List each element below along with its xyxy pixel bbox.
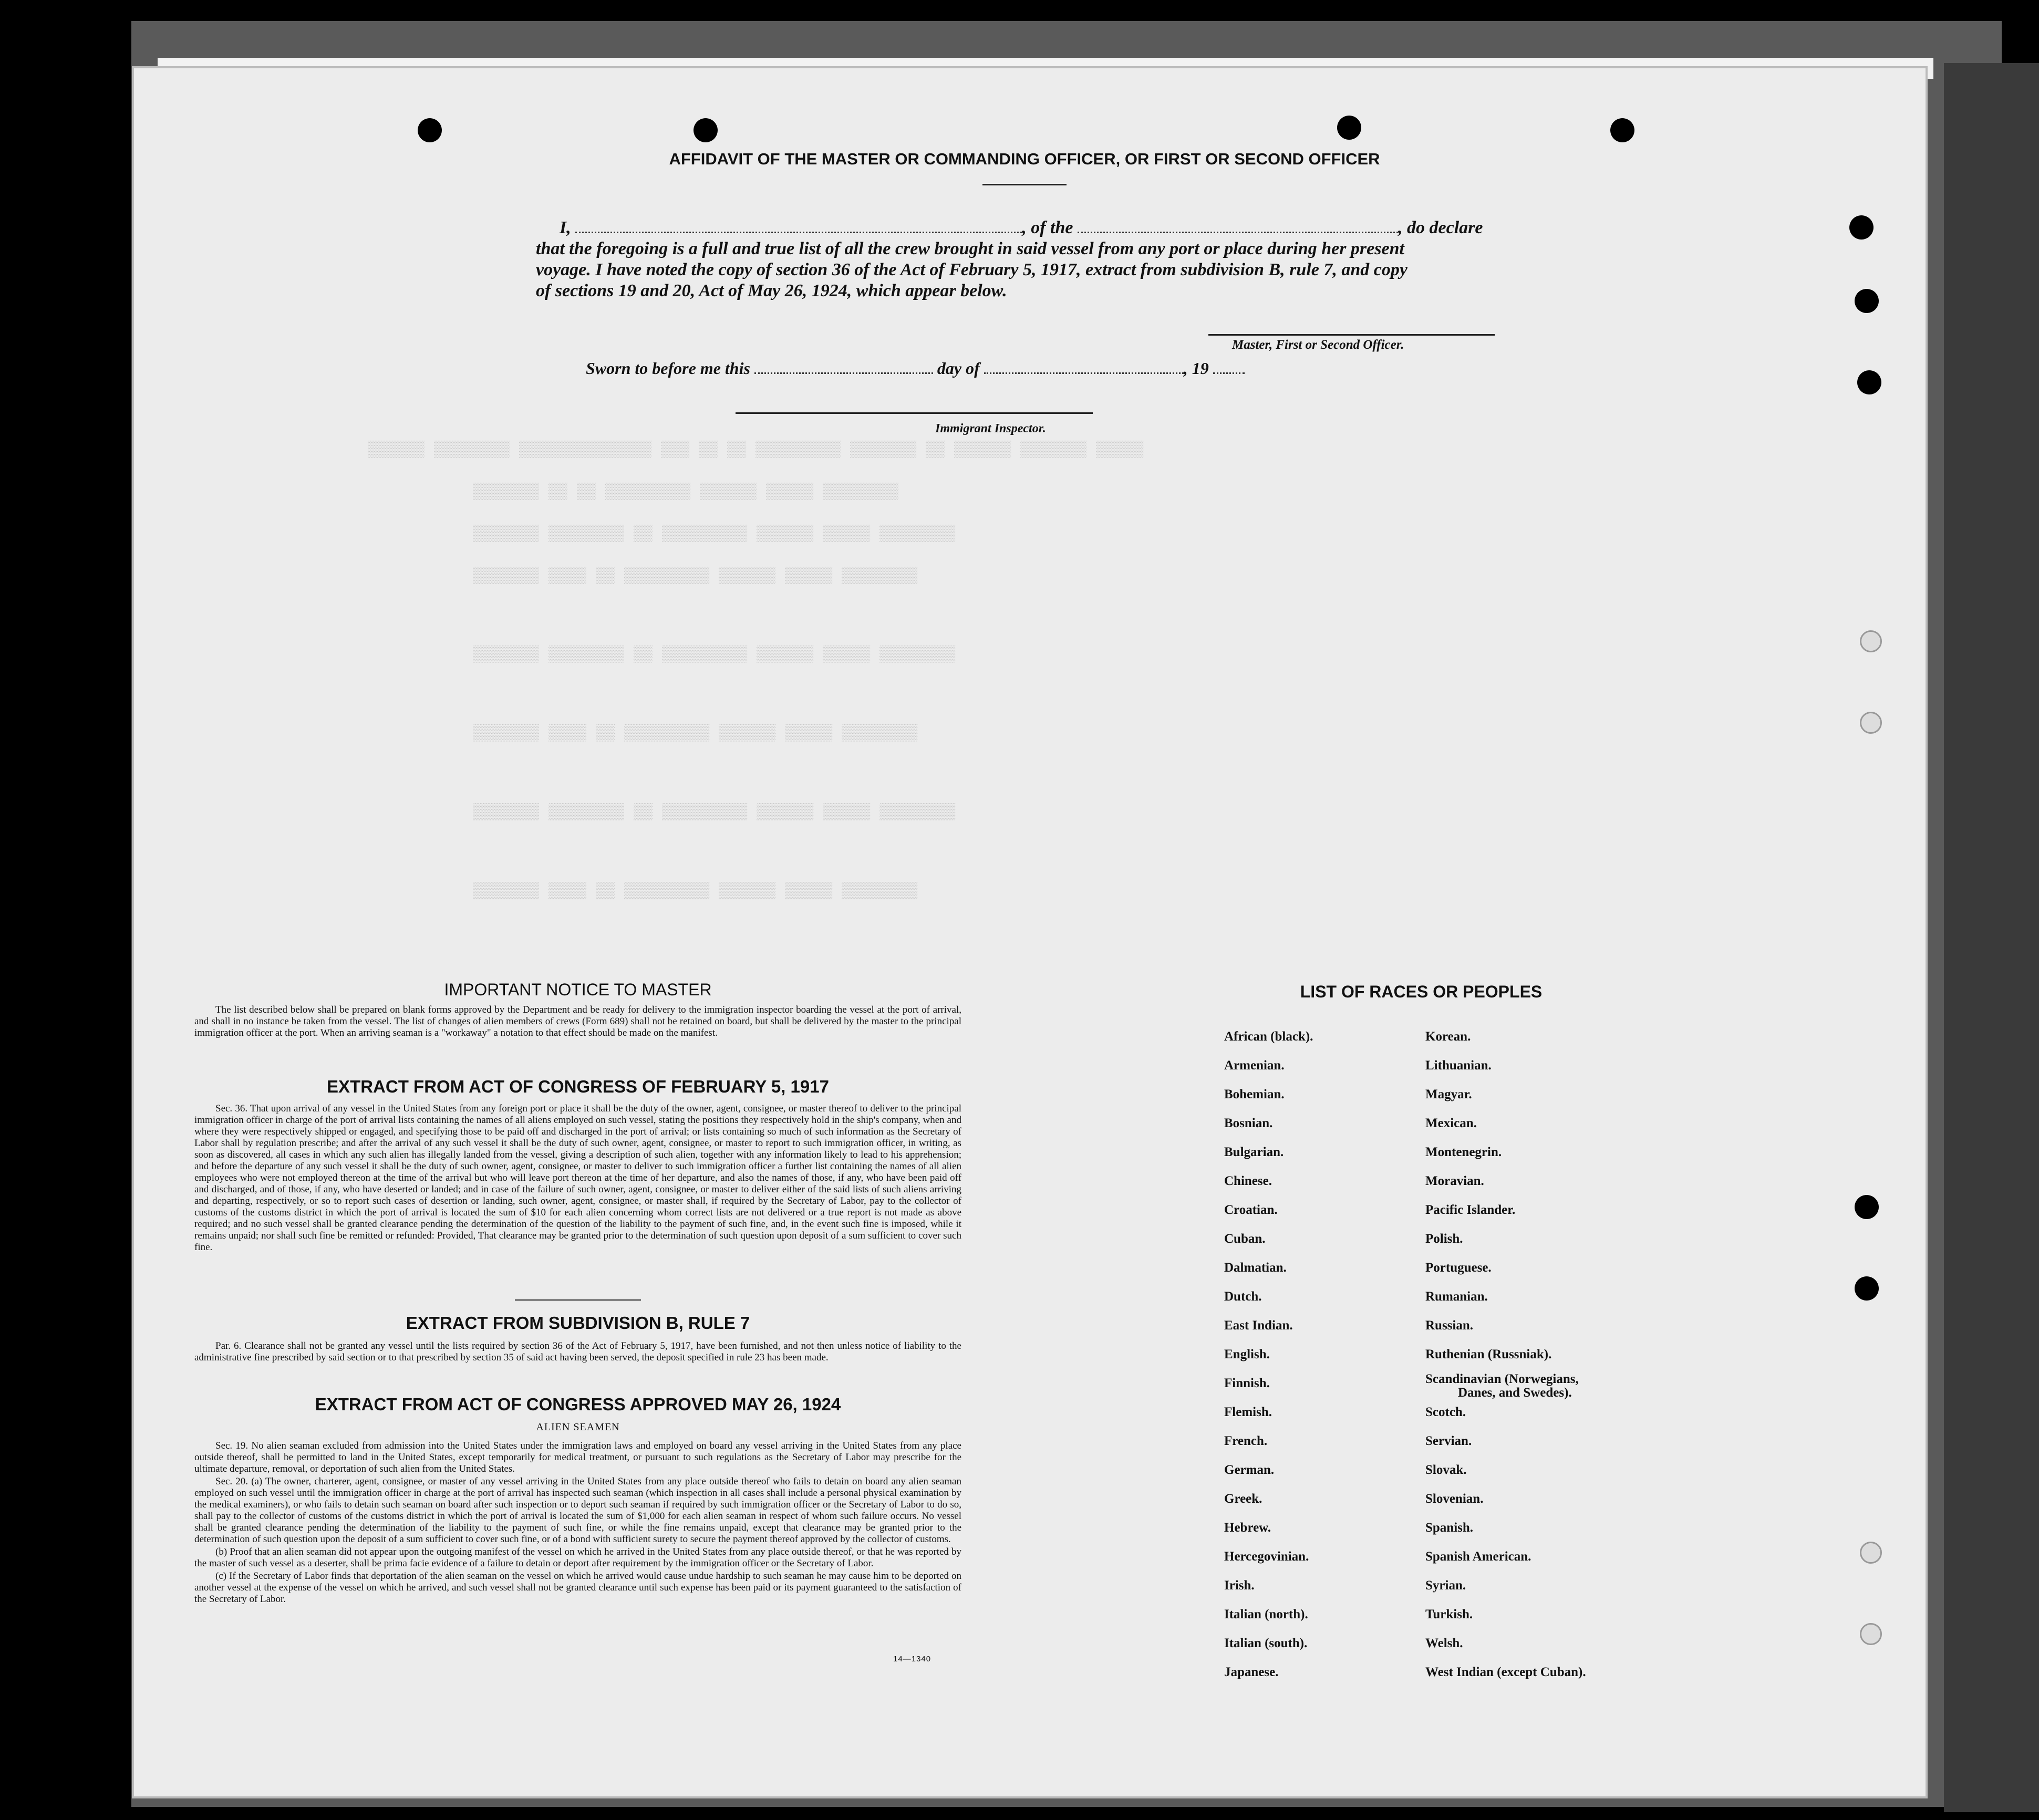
race-item: Armenian. xyxy=(1224,1058,1285,1073)
race-item: Flemish. xyxy=(1224,1405,1272,1419)
declaration-i: I, xyxy=(560,218,571,237)
notice-paragraph: The list described below shall be prepared on blank forms approved by the Department and be ready for delivery to the immigration inspector boarding the vessel at the port of arrival, and shall in no instance be taken from the vessel. The list of changes of alien members of crews (Form 689) shall not be retained on board, but shall be delivered by the master to the principal immigration officer at the port. When an arriving seaman is a "workaway" a notation to that effect should be made on the manifest. xyxy=(194,1004,961,1038)
bleed-through-row: ▒▒▒▒▒▒▒ ▒▒▒▒▒▒▒▒ ▒▒ ▒▒▒▒▒▒▒▒▒ ▒▒▒▒▒▒ ▒▒▒▒▒ ▒▒▒▒▒▒▒▒ xyxy=(473,525,956,543)
declaration-line-2: that the foregoing is a full and true list of all the crew brought in said vessel from any port or place during her present xyxy=(536,239,1404,258)
form-number: 14—1340 xyxy=(893,1655,931,1663)
par-6-paragraph: Par. 6. Clearance shall not be granted any vessel until the lists required by section 36 of the Act of February 5, 1917, have been furnished, and not then unless notice of liability to the administrative fine prescribed by said section or to that prescribed by section 35 of said act having been served, the deposit specified in rule 23 has been made. xyxy=(194,1340,961,1363)
race-item: Italian (south). xyxy=(1224,1636,1308,1650)
sec-19-paragraph: Sec. 19. No alien seaman excluded from admission into the United States under the immigration laws and employed on board any vessel arriving in the United States from any place outside thereof, shall be permitted to land in the United States, except temporarily for medical treatment, or pursuant to such regulations as the Secretary of Labor may prescribe for the ultimate departure, removal, or deportation of such alien from the United States. xyxy=(194,1440,961,1474)
race-item: Cuban. xyxy=(1224,1232,1266,1246)
race-item: Bohemian. xyxy=(1224,1087,1285,1101)
race-item: Rumanian. xyxy=(1425,1289,1488,1304)
punch-hole xyxy=(42,1376,66,1400)
master-signature-line xyxy=(1208,334,1495,336)
vessel-blank xyxy=(1078,218,1398,233)
reinforcement-ring xyxy=(1860,1542,1882,1564)
master-label: Master, First or Second Officer. xyxy=(1232,338,1404,352)
title-underline xyxy=(982,184,1067,185)
declaration-of-the: , of the xyxy=(1022,218,1073,237)
race-item: Finnish. xyxy=(1224,1376,1270,1390)
race-item: English. xyxy=(1224,1347,1270,1361)
sworn-text: Sworn to before me this xyxy=(586,359,750,378)
subdivision-b-text xyxy=(194,1340,961,1365)
name-blank xyxy=(575,218,1022,233)
extract-1917-text xyxy=(194,1103,961,1254)
race-item: Hercegovinian. xyxy=(1224,1549,1309,1564)
race-item: Servian. xyxy=(1425,1434,1472,1448)
bleed-through-row: ▒▒▒▒▒▒▒ ▒▒▒▒▒▒▒▒ ▒▒ ▒▒▒▒▒▒▒▒▒ ▒▒▒▒▒▒ ▒▒▒▒▒ ▒▒▒▒▒▒▒▒ xyxy=(473,804,956,821)
bleed-through-row: ▒▒▒▒▒▒▒ ▒▒▒▒▒▒▒▒ ▒▒ ▒▒▒▒▒▒▒▒▒ ▒▒▒▒▒▒ ▒▒▒▒▒ ▒▒▒▒▒▒▒▒ xyxy=(473,646,956,664)
day-of-text: day of xyxy=(937,359,980,378)
extract-1924-title: EXTRACT FROM ACT OF CONGRESS APPROVED MAY 26, 1924 xyxy=(315,1395,841,1414)
race-item: French. xyxy=(1224,1434,1268,1448)
sworn-line xyxy=(586,359,1245,378)
notice-text xyxy=(194,1004,961,1040)
race-item: Mexican. xyxy=(1425,1116,1477,1130)
punch-hole xyxy=(1610,118,1634,142)
race-item: West Indian (except Cuban). xyxy=(1425,1665,1586,1679)
punch-hole xyxy=(1855,1195,1879,1219)
race-item: Bulgarian. xyxy=(1224,1145,1284,1159)
punch-hole xyxy=(42,777,66,802)
background-right-edge xyxy=(1944,63,2039,1812)
declaration-line-3: voyage. I have noted the copy of section 36 of the Act of February 5, 1917, extract from subdivision B, rule 7, and copy xyxy=(536,260,1407,279)
race-item: Japanese. xyxy=(1224,1665,1279,1679)
race-item: Slovenian. xyxy=(1425,1492,1484,1506)
race-item: Lithuanian. xyxy=(1425,1058,1492,1073)
race-item: Polish. xyxy=(1425,1232,1463,1246)
punch-hole xyxy=(1337,116,1361,140)
year-blank xyxy=(1213,359,1245,374)
race-item: Scotch. xyxy=(1425,1405,1466,1419)
notice-title: IMPORTANT NOTICE TO MASTER xyxy=(444,980,712,999)
year-prefix: , 19 xyxy=(1183,359,1209,378)
race-item: Montenegrin. xyxy=(1425,1145,1502,1159)
race-item: Pacific Islander. xyxy=(1425,1203,1516,1217)
race-item: Chinese. xyxy=(1224,1174,1272,1188)
race-item: Hebrew. xyxy=(1224,1521,1271,1535)
sworn-day-blank xyxy=(754,359,933,374)
race-item: Bosnian. xyxy=(1224,1116,1273,1130)
bleed-through-row: ▒▒▒▒▒▒▒ ▒▒▒▒ ▒▒ ▒▒▒▒▒▒▒▒▒ ▒▒▒▒▒▒ ▒▒▒▒▒ ▒▒▒▒▒▒▒▒ xyxy=(473,725,918,743)
race-item: Magyar. xyxy=(1425,1087,1472,1101)
extract-1924-text xyxy=(194,1440,961,1606)
month-blank xyxy=(984,359,1184,374)
declaration-do-declare: , do declare xyxy=(1398,218,1483,237)
inspector-label: Immigrant Inspector. xyxy=(935,422,1046,435)
punch-hole xyxy=(1855,289,1879,313)
race-item: German. xyxy=(1224,1463,1275,1477)
subdivision-b-title: EXTRACT FROM SUBDIVISION B, RULE 7 xyxy=(406,1313,750,1333)
inspector-signature-line xyxy=(736,412,1093,414)
race-item: Spanish. xyxy=(1425,1521,1474,1535)
race-item-continuation: Danes, and Swedes). xyxy=(1458,1386,1572,1400)
race-item: Syrian. xyxy=(1425,1578,1466,1593)
races-title: LIST OF RACES OR PEOPLES xyxy=(1300,982,1543,1001)
reinforcement-ring xyxy=(1860,712,1882,734)
reinforcement-ring xyxy=(1860,1623,1882,1645)
race-item: Turkish. xyxy=(1425,1607,1473,1621)
sec-20a-paragraph: Sec. 20. (a) The owner, charterer, agent, consignee, or master of any vessel arriving in the United States from any place outside thereof who fails to detain on board any alien seaman employed on such vessel until the immigration officer in charge at the port of arrival has inspected such seaman (which inspection in all cases shall include a personal physical examination by the medical examiners), or who fails to detain such seaman on board after such inspection or to deport such seaman if required by such immigration officer or the Secretary of Labor to do so, shall pay to the collector of customs of the customs district in which the port of arrival is located the sum of $1,000 for each alien seaman in respect of whom such failure occurs. No vessel shall be granted clearance pending the determination of the liability to the payment of such fine, or while the fine remains unpaid, except that clearance may be granted prior to the determination of such question upon the deposit of a sum sufficient to cover such fine, or of a bond with sufficient surety to secure the payment thereof approved by the collector of customs. xyxy=(194,1476,961,1545)
race-item: Ruthenian (Russniak). xyxy=(1425,1347,1552,1361)
alien-seamen-heading: ALIEN SEAMEN xyxy=(536,1421,620,1433)
bleed-through-row: ▒▒▒▒▒▒▒ ▒▒ ▒▒ ▒▒▒▒▒▒▒▒▒ ▒▒▒▒▒▒ ▒▒▒▒▒ ▒▒▒▒▒▒▒▒ xyxy=(473,483,899,501)
punch-hole xyxy=(694,118,718,142)
race-item: Irish. xyxy=(1224,1578,1255,1593)
race-item: East Indian. xyxy=(1224,1318,1293,1333)
bleed-through-row: ▒▒▒▒▒▒ ▒▒▒▒▒▒▒▒ ▒▒▒▒▒▒▒▒▒▒▒▒▒▒ ▒▒▒ ▒▒ ▒▒ ▒▒▒▒▒▒▒▒▒ ▒▒▒▒▒▒▒ ▒▒ ▒▒▒▒▒▒ ▒▒▒▒▒▒▒ ▒▒▒▒▒ xyxy=(368,441,1144,459)
sec-20b-paragraph: (b) Proof that an alien seaman did not appear upon the outgoing manifest of the vessel on which he arrived in the United States from any place outside thereof, or that he was reported by the master of such vessel as a deserter, shall be prima facie evidence of a failure to detain or deport after requirement by the immigration officer or the Secretary of Labor. xyxy=(194,1546,961,1569)
race-item: Russian. xyxy=(1425,1318,1474,1333)
race-item: Italian (north). xyxy=(1224,1607,1308,1621)
race-item: Croatian. xyxy=(1224,1203,1278,1217)
race-item: Dutch. xyxy=(1224,1289,1262,1304)
reinforcement-ring xyxy=(1860,630,1882,652)
declaration-line-1 xyxy=(560,218,1483,238)
punch-hole xyxy=(1855,1276,1879,1301)
race-item: Spanish American. xyxy=(1425,1549,1531,1564)
section-divider xyxy=(515,1299,641,1301)
race-item: Portuguese. xyxy=(1425,1261,1492,1275)
punch-hole xyxy=(418,118,442,142)
bleed-through-row: ▒▒▒▒▒▒▒ ▒▒▒▒ ▒▒ ▒▒▒▒▒▒▒▒▒ ▒▒▒▒▒▒ ▒▒▒▒▒ ▒▒▒▒▒▒▒▒ xyxy=(473,882,918,900)
sec-20c-paragraph: (c) If the Secretary of Labor finds that deportation of the alien seaman on the vessel on which he arrived would cause undue hardship to such seaman he may cause him to be deported on another vessel at the expense of the vessel on which he arrived, and such vessel shall not be granted clearance until such expense has been paid or its payment guaranteed to the satisfaction of the Secretary of Labor. xyxy=(194,1571,961,1605)
extract-1917-title: EXTRACT FROM ACT OF CONGRESS OF FEBRUARY 5, 1917 xyxy=(327,1077,829,1096)
bleed-through-row: ▒▒▒▒▒▒▒ ▒▒▒▒ ▒▒ ▒▒▒▒▒▒▒▒▒ ▒▒▒▒▒▒ ▒▒▒▒▒ ▒▒▒▒▒▒▒▒ xyxy=(473,567,918,585)
race-item: Greek. xyxy=(1224,1492,1262,1506)
punch-hole xyxy=(39,573,64,597)
race-item: Welsh. xyxy=(1425,1636,1463,1650)
affidavit-title: AFFIDAVIT OF THE MASTER OR COMMANDING OFFICER, OR FIRST OR SECOND OFFICER xyxy=(669,150,1380,168)
race-item: Moravian. xyxy=(1425,1174,1484,1188)
punch-hole xyxy=(47,239,71,263)
declaration-line-4: of sections 19 and 20, Act of May 26, 1924, which appear below. xyxy=(536,281,1007,300)
race-item: Slovak. xyxy=(1425,1463,1467,1477)
race-item: Dalmatian. xyxy=(1224,1261,1287,1275)
race-item: African (black). xyxy=(1224,1029,1313,1044)
race-item: Scandinavian (Norwegians, xyxy=(1425,1372,1579,1386)
sec-36-paragraph: Sec. 36. That upon arrival of any vessel in the United States from any foreign port or place it shall be the duty of the owner, agent, consignee, or master thereof to deliver to the principal immigration officer in charge of the port of arrival lists containing the names of all aliens employed on such vessel, stating the positions they respectively hold in the ship's company, when and where they were respectively shipped or engaged, and specifying those to be paid off and discharged in the port of arrival; or lists containing so much of such information as the Secretary of Labor shall by regulation prescribe; and after the arrival of any such vessel it shall be the duty of such owner, agent, consignee, or master to report to such immigration officer, in writing, as soon as discovered, all cases in which any such alien has illegally landed from the vessel, giving a description of such alien, together with any information likely to lead to his apprehension; and before the departure of any such vessel it shall be the duty of such owner, agent, consignee, or master to deliver to such immigration officer a further list containing the names of all alien employees who were not employed thereon at the time of the arrival but who will leave port thereon at the time of her departure, and also the names of those, if any, who have been paid off and discharged, and of those, if any, who have deserted or landed; and in case of the failure of such owner, agent, consignee, or master to deliver either of the said lists of such aliens arriving and departing, respectively, or so to report such cases of desertion or landing, such owner, agent, consignee, or master shall, if required by the Secretary of Labor, pay to the collector of customs of the customs district in which the port of arrival is located the sum of $10 for each alien concerning whom correct lists are not delivered or a true report is not made as above required; and no such vessel shall be granted clearance pending the determination of the question of the liability to the payment of such fine, and, in the event such fine is imposed, while it remains unpaid; nor shall such fine be remitted or refunded: Provided, That clearance may be granted prior to the determination of such question upon deposit of a sum sufficient to cover such fine. xyxy=(194,1103,961,1253)
punch-hole xyxy=(1857,370,1881,394)
punch-hole xyxy=(1849,215,1874,240)
race-item: Korean. xyxy=(1425,1029,1471,1044)
